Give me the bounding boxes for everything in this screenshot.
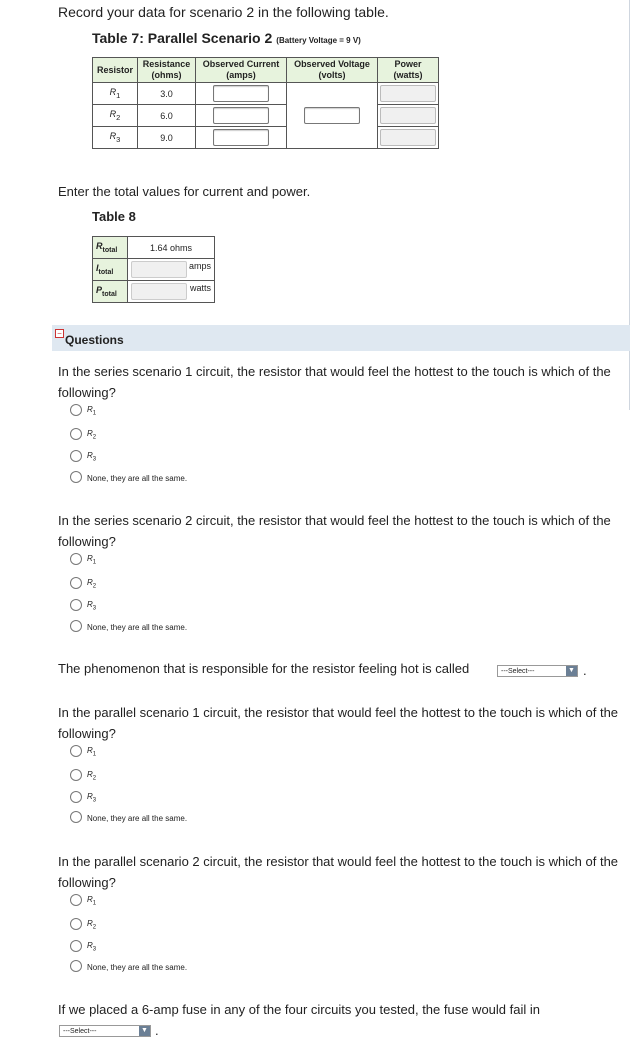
chevron-down-icon: ▼ [566,666,577,676]
table-row [93,259,215,281]
phenomenon-select[interactable] [497,665,578,677]
current-input-r1[interactable] [213,85,269,102]
table-row [93,127,439,149]
q2-option-r1-label: $R_1$ [87,554,97,566]
col-voltage: Observed Voltage (volts) [287,58,378,83]
phenomenon-select-value: ---Select--- [501,668,535,675]
q4-option-r1-label: $R_1$ [87,895,97,907]
itotal-unit: amps [188,261,211,271]
table7 [92,57,439,149]
rtotal-label: $R_{total}$ [93,237,128,259]
phenomenon-end: . [583,663,587,678]
q3-option-r2-radio[interactable] [70,769,82,781]
q3-option-r1-label: $R_1$ [87,746,97,758]
phenomenon-text: The phenomenon that is responsible for the resistor feeling hot is called [58,661,470,676]
q2-option-r2-label: $R_2$ [87,578,97,590]
q2-option-r3-radio[interactable] [70,599,82,611]
resistor-label: $R_3$ [93,127,138,149]
q1-option-none-radio[interactable] [70,471,82,483]
fuse-select[interactable] [59,1025,151,1037]
q1-option-r3-radio[interactable] [70,450,82,462]
questions-title: Questions [65,333,124,347]
table-row [93,105,439,127]
q1-option-r1-radio[interactable] [70,404,82,416]
q3-option-r1-radio[interactable] [70,745,82,757]
q4-option-r3-label: $R_3$ [87,941,97,953]
chevron-down-icon: ▼ [139,1026,150,1036]
col-current: Observed Current (amps) [196,58,287,83]
q4-option-none-label: None, they are all the same. [87,963,188,972]
q4-option-r2-radio[interactable] [70,918,82,930]
rtotal-value: 1.64 ohms [128,237,215,259]
power-input-r2[interactable] [380,107,436,124]
ptotal-unit: watts [189,283,211,293]
resistance-value: 6.0 [138,105,196,127]
resistance-value: 3.0 [138,83,196,105]
question-3-text: In the parallel scenario 1 circuit, the resistor that would feel the hottest to the touch is which of the following? [58,705,619,741]
q3-option-r2-label: $R_2$ [87,770,97,782]
questions-header [52,325,630,351]
resistor-label: $R_2$ [93,105,138,127]
table7-title-text: Table 7: Parallel Scenario 2 [92,30,273,46]
q2-option-none-label: None, they are all the same. [87,623,188,632]
table8 [92,236,215,303]
table7-note: (Battery Voltage = 9 V) [276,36,361,45]
col-resistance: Resistance (ohms) [138,58,196,83]
fuse-end: . [155,1023,159,1038]
fuse-select-value: ---Select--- [63,1028,97,1035]
fuse-text: If we placed a 6-amp fuse in any of the four circuits you tested, the fuse would fail in [58,1002,540,1017]
q3-option-none-label: None, they are all the same. [87,814,188,823]
itotal-input[interactable] [131,261,187,278]
q2-option-r2-radio[interactable] [70,577,82,589]
q1-option-r2-radio[interactable] [70,428,82,440]
power-input-r3[interactable] [380,129,436,146]
table7-title [92,30,361,46]
q4-option-r1-radio[interactable] [70,894,82,906]
question-1-text: In the series scenario 1 circuit, the resistor that would feel the hottest to the touch is which of the following? [58,364,611,400]
enter-totals-text: Enter the total values for current and power. [58,184,311,199]
power-input-r1[interactable] [380,85,436,102]
itotal-label: $I_{total}$ [93,259,128,281]
intro-text: Record your data for scenario 2 in the following table. [58,4,389,20]
q1-option-r1-label: $R_1$ [87,405,97,417]
q1-option-none-label: None, they are all the same. [87,474,188,483]
table8-label: Table 8 [92,209,136,224]
question-2-text: In the series scenario 2 circuit, the resistor that would feel the hottest to the touch is which of the following? [58,513,611,549]
q3-option-r3-label: $R_3$ [87,792,97,804]
col-power: Power (watts) [378,58,439,83]
ptotal-input[interactable] [131,283,187,300]
q2-option-r1-radio[interactable] [70,553,82,565]
q4-option-r2-label: $R_2$ [87,919,97,931]
current-input-r3[interactable] [213,129,269,146]
table-row [93,281,215,303]
question-4-text: In the parallel scenario 2 circuit, the resistor that would feel the hottest to the touch is which of the following? [58,854,619,890]
q3-option-r3-radio[interactable] [70,791,82,803]
q2-option-r3-label: $R_3$ [87,600,97,612]
resistance-value: 9.0 [138,127,196,149]
voltage-input[interactable] [304,107,360,124]
col-resistor: Resistor [93,58,138,83]
resistor-label: $R_1$ [93,83,138,105]
ptotal-label: $P_{total}$ [93,281,128,303]
q1-option-r3-label: $R_3$ [87,451,97,463]
q2-option-none-radio[interactable] [70,620,82,632]
q3-option-none-radio[interactable] [70,811,82,823]
table-row [93,83,439,105]
q1-option-r2-label: $R_2$ [87,429,97,441]
collapse-icon[interactable]: − [55,329,64,338]
table-row [93,237,215,259]
q4-option-r3-radio[interactable] [70,940,82,952]
current-input-r2[interactable] [213,107,269,124]
q4-option-none-radio[interactable] [70,960,82,972]
